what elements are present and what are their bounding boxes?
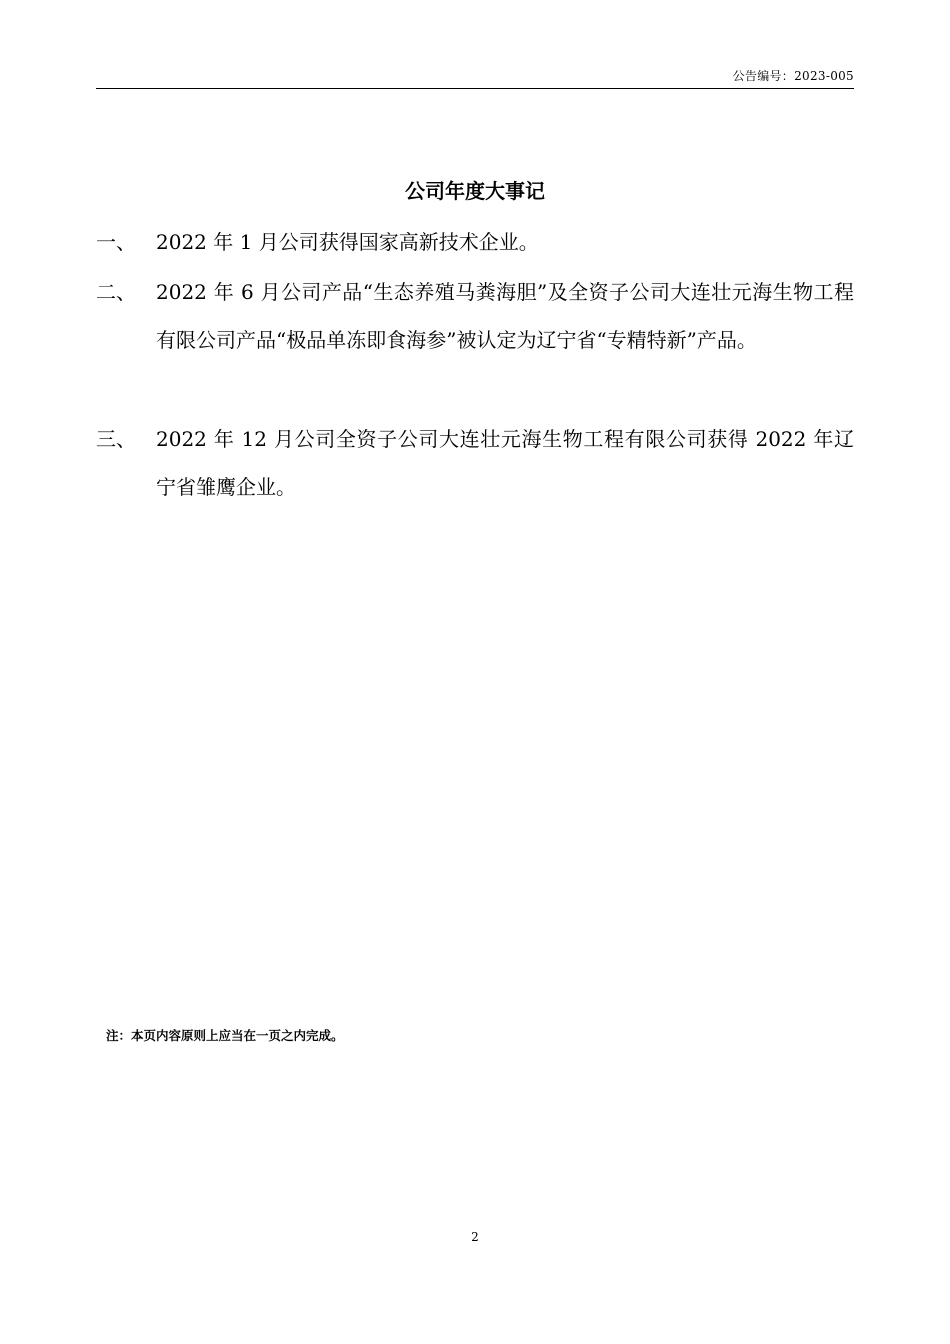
list-item-number: 一、 (96, 230, 136, 254)
list-item (96, 218, 854, 266)
list-item-text: 2022 年 1 月公司获得国家高新技术企业。 (156, 230, 539, 254)
page-title: 公司年度大事记 (405, 179, 545, 203)
list-item-text: 2022 年 6 月公司产品“生态养殖马粪海胆”及全资子公司大连壮元海生物工程有限公司产品“极品单冻即食海参”被认定为辽宁省“专精特新”产品。 (156, 280, 854, 352)
list-item (96, 268, 854, 364)
page-number: 2 (471, 1230, 479, 1244)
list-item (96, 415, 854, 511)
announcement-code: 公告编号：2023-005 (732, 69, 854, 83)
list-item-text: 2022 年 12 月公司全资子公司大连壮元海生物工程有限公司获得 2022 年辽宁省雏鹰企业。 (156, 427, 854, 499)
list-item-number: 二、 (96, 280, 136, 304)
header-divider (96, 88, 854, 89)
page-note: 注：本页内容原则上应当在一页之内完成。 (106, 1028, 344, 1043)
list-item-number: 三、 (96, 427, 136, 451)
